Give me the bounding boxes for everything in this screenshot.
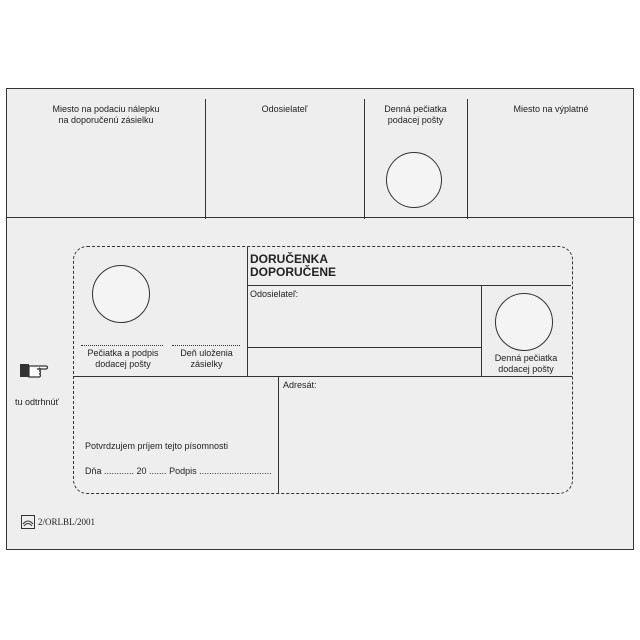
divider: [247, 247, 248, 376]
stamp-signature-label: Pečiatka a podpis dodacej pošty: [87, 348, 159, 369]
postage-place-label: Miesto na výplatné: [513, 104, 589, 114]
confirmation-text: Potvrdzujem príjem tejto písomnosti: [85, 441, 229, 451]
divider: [74, 376, 572, 377]
year-label: 20: [136, 466, 147, 476]
signature-label: Podpis: [169, 466, 197, 476]
divider: [467, 99, 468, 219]
delivery-postmark-circle: [495, 293, 553, 351]
form-code: 2/ORLBL/2001: [38, 517, 96, 527]
fold-line: [7, 217, 633, 218]
form-title: DORUČENKA DOPORUČENE: [250, 252, 337, 279]
addressee-label: Adresát:: [283, 380, 317, 390]
storage-date-label: Deň uloženia zásielky: [180, 348, 233, 369]
delivery-postmark-label: Denná pečiatka dodacej pošty: [494, 353, 558, 374]
divider: [278, 376, 279, 493]
postmark-header-label: Denná pečiatka podacej pošty: [384, 104, 447, 125]
sender-header-label: Odosielateľ: [261, 104, 308, 114]
sticker-place-label: Miesto na podaciu nálepku na doporučenú zásielku: [52, 104, 160, 125]
detach-label: tu odtrhnúť: [15, 397, 59, 407]
form-sheet: [6, 88, 634, 550]
divider: [205, 99, 206, 219]
date-prefix: Dňa: [85, 466, 102, 476]
date-signature-line: Dňa ............ 20 ....... Podpis .............................: [85, 466, 272, 476]
postmark-circle: [386, 152, 442, 208]
divider: [248, 347, 481, 348]
stamp-circle: [92, 265, 150, 323]
pointing-hand-icon: [19, 361, 49, 379]
post-logo-icon: [21, 515, 35, 529]
dotted-line: [172, 345, 240, 346]
divider: [248, 285, 571, 286]
sender-label: Odosielateľ:: [250, 289, 299, 299]
dotted-line: [81, 345, 163, 346]
